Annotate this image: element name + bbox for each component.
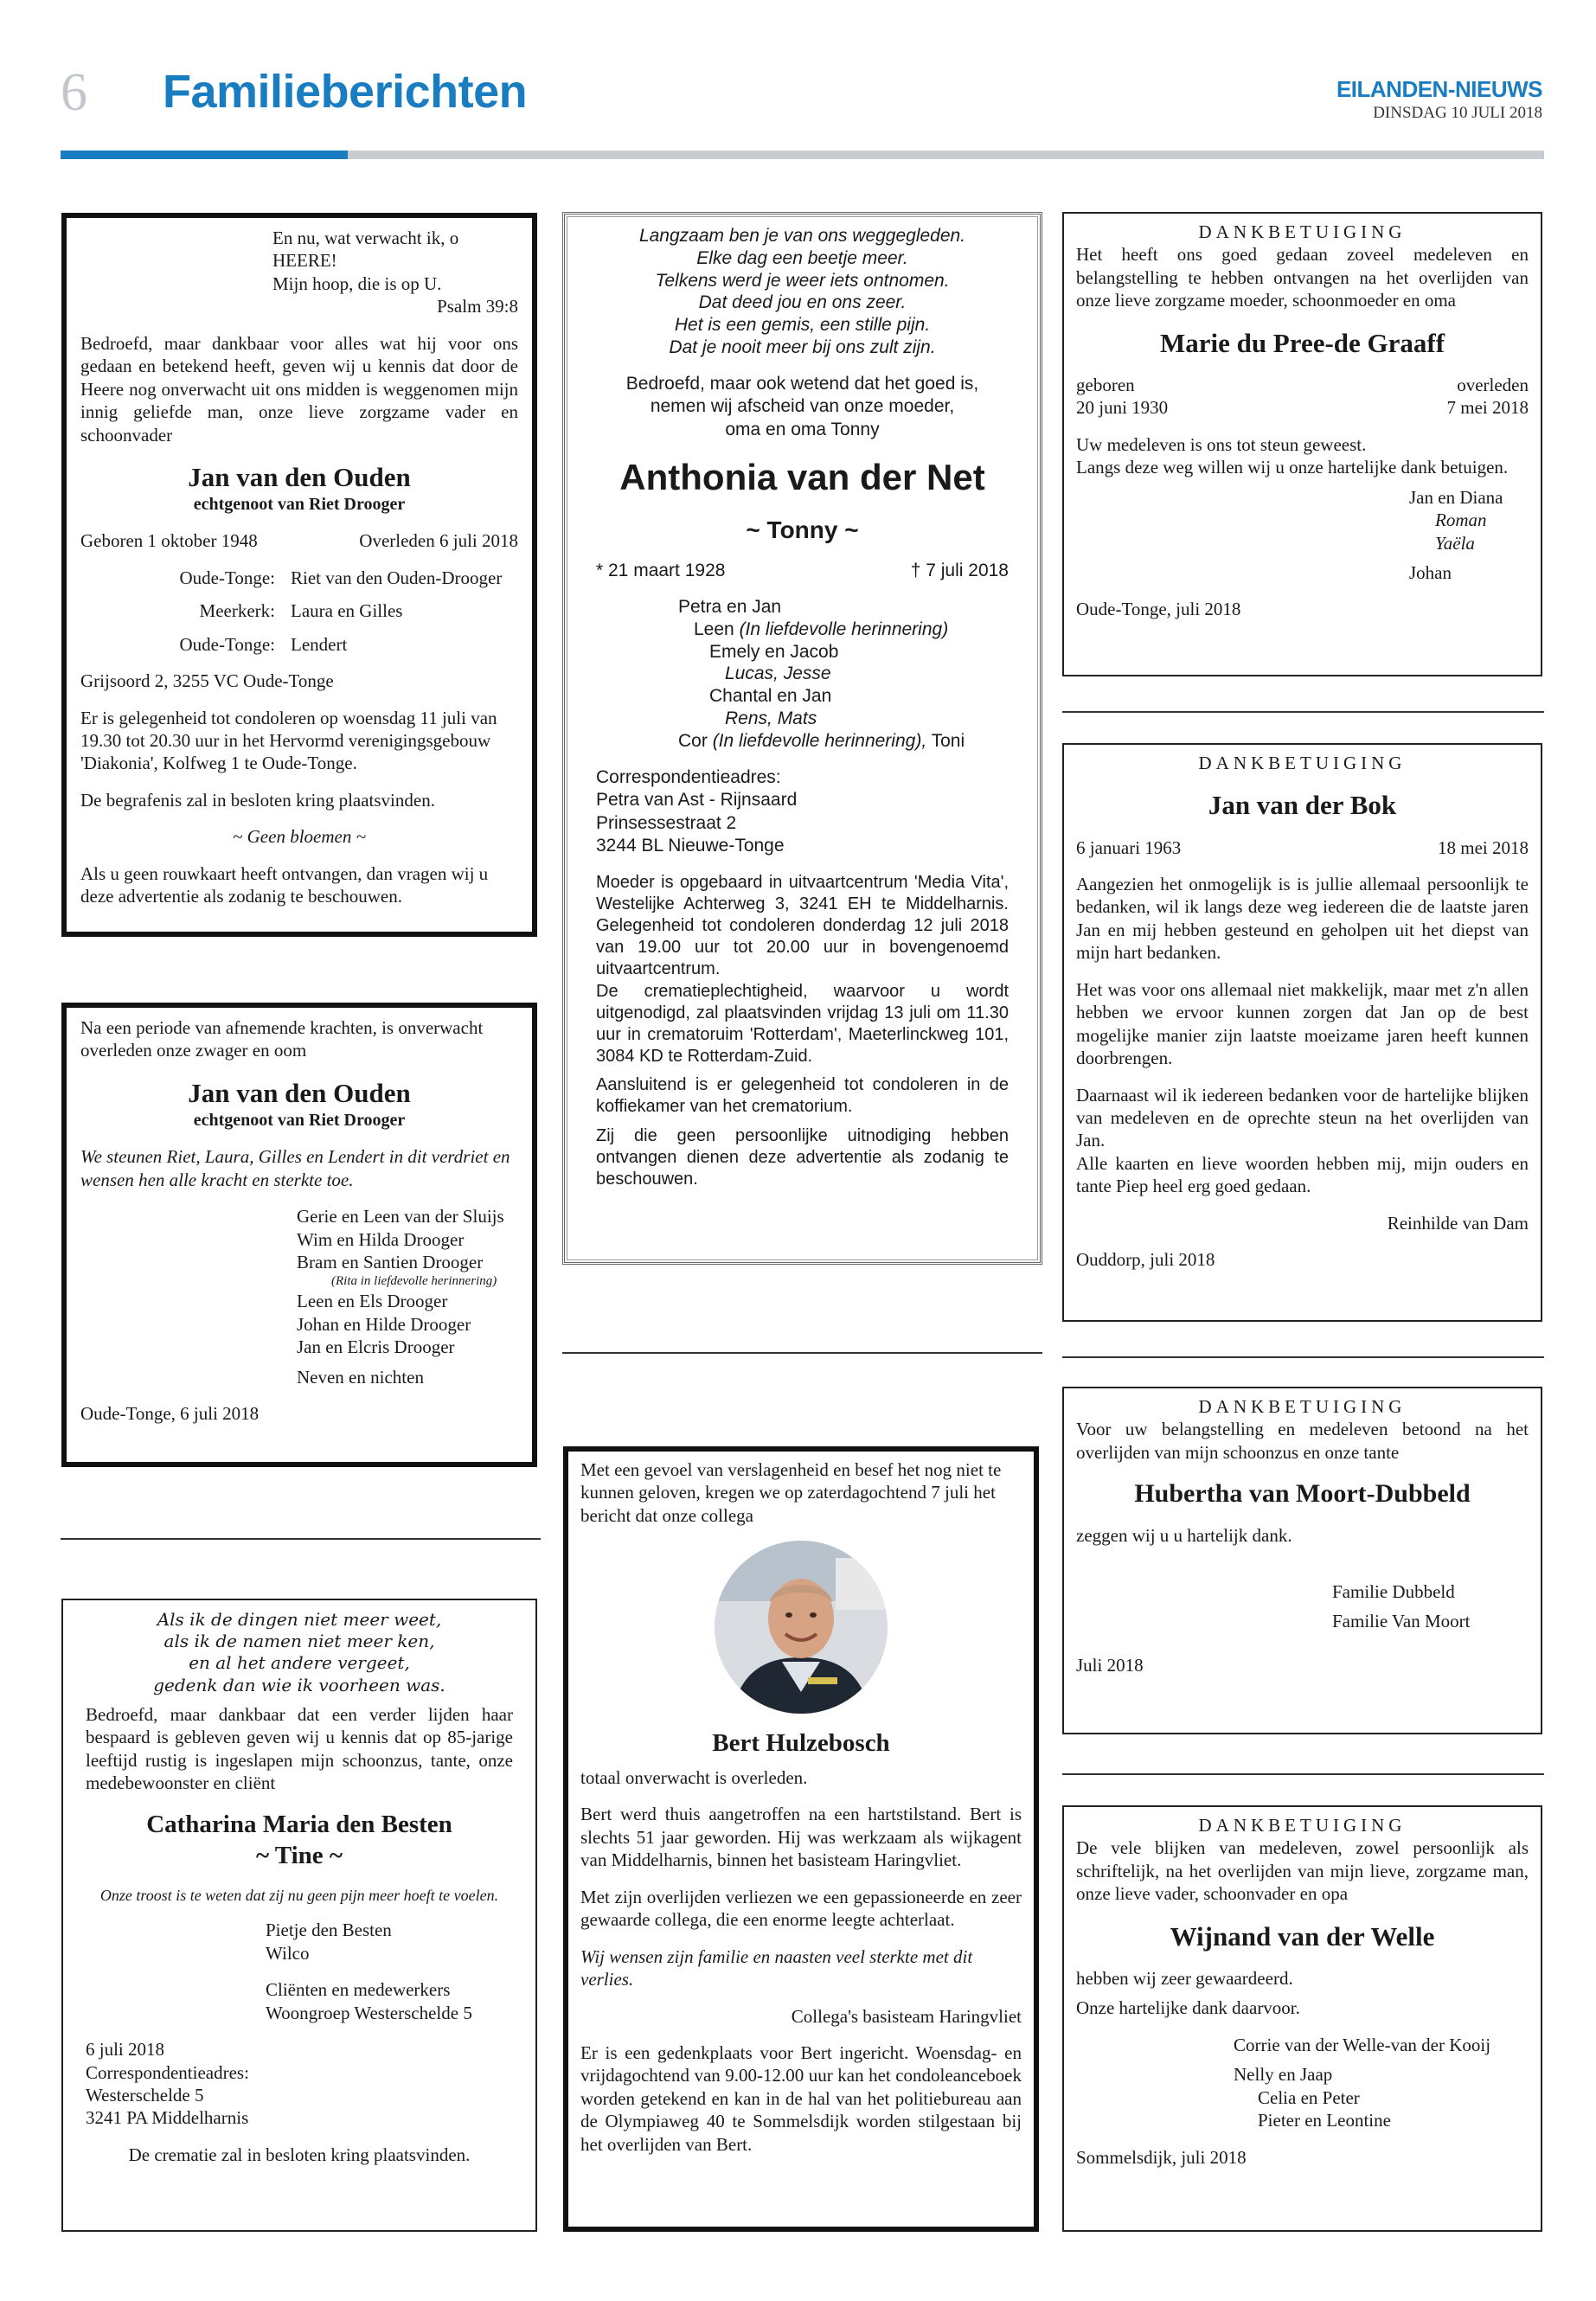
family-line: Pietje den Besten xyxy=(266,1920,392,1941)
family-names: Laura en Gilles xyxy=(291,600,403,622)
place-date: Sommelsdijk, juli 2018 xyxy=(1076,2146,1247,2168)
obituary-bert-hulzebosch xyxy=(563,1446,1039,2232)
issue-date: DINSDAG 10 JULI 2018 xyxy=(1373,104,1542,122)
deceased-name: Hubertha van Moort-Dubbeld xyxy=(1134,1479,1471,1509)
memorial-info: Er is een gedenkplaats voor Bert ingericht. Woensdag- en vrijdagochtend van 9.00-12.00 uur kan het condoleanceboek worden getekend en kan in de hal van het politiebureau aan de Olympiaweg 40 te Sommelsdijk worden stilgestaan bij het overlijden van Bert. xyxy=(580,2041,1022,2155)
deceased-name: Bert Hulzebosch xyxy=(712,1729,890,1758)
family-line: Emely en Jacob xyxy=(709,641,839,662)
birth-date: * 21 maart 1928 xyxy=(596,560,726,580)
poem-line: Dat deed jou en ons zeer. xyxy=(698,292,907,313)
condolence-info: Aansluitend is er gelegenheid tot condoleren in de koffiekamer van het crematorium. xyxy=(596,1075,1009,1117)
deceased-name: Anthonia van der Net xyxy=(619,457,985,498)
poem-line: Telkens werd je weer iets ontnomen. xyxy=(655,270,950,291)
funeral-info: De begrafenis zal in besloten kring plaatsvinden. xyxy=(80,789,435,811)
verse-line: Mijn hoop, die is op U. xyxy=(272,272,442,294)
header-bar xyxy=(348,151,1544,159)
grandchild-line: Roman xyxy=(1435,510,1487,531)
thanks-intro: Het heeft ons goed gedaan zoveel medeleven en belangstelling te hebben ontvangen na het overlijden van onze lieve zorgzame moeder, schoonmoeder en oma xyxy=(1076,244,1529,311)
support-wish: We steunen Riet, Laura, Gilles en Lendert in dit verdriet en wensen hen alle kracht en sterkte toe. xyxy=(80,1146,510,1190)
family-line: Chantal en Jan xyxy=(709,686,832,707)
verse-line: En nu, wat verwacht ik, o HEERE! xyxy=(272,228,459,272)
brand-logo: EILANDEN-NIEUWS xyxy=(1336,76,1542,102)
deceased-nickname: ~ Tonny ~ xyxy=(746,516,859,544)
family-line: Familie Dubbeld xyxy=(1332,1580,1455,1602)
obituary-intro: Bedroefd, maar dankbaar dat een verder lijden haar bespaard is gebleven geven wij u kennis dat op 85-jarige leeftijd rustig is ingeslapen mijn schoonzus, tante, onze medebewoonster en cliënt xyxy=(86,1703,513,1794)
family-line: Wim en Hilda Drooger xyxy=(297,1228,465,1250)
family-line: Corrie van der Welle-van der Kooij xyxy=(1234,2034,1491,2055)
poem-line: Als ik de dingen niet meer weet, xyxy=(157,1609,442,1630)
header-bar-accent xyxy=(61,151,348,159)
address-line: Petra van Ast - Rijnsaard xyxy=(596,790,798,811)
intro-line: nemen wij afscheid van onze moeder, xyxy=(650,396,955,417)
family-line: Bram en Santien Drooger xyxy=(297,1251,484,1272)
family-names: Lendert xyxy=(291,633,348,655)
thanks-heading: DANKBETUIGING xyxy=(1198,1815,1407,1836)
family-line: Johan en Hilde Drooger xyxy=(297,1313,471,1335)
grandchild-line: Pieter en Leontine xyxy=(1258,2110,1391,2131)
no-flowers: ~ Geen bloemen ~ xyxy=(233,826,366,848)
birth-date: 6 januari 1963 xyxy=(1076,836,1182,858)
family-line: Rens, Mats xyxy=(725,708,817,729)
notice-note: Zij die geen persoonlijke uitnodiging hebben ontvangen dienen deze advertentie als zodanig te beschouwen. xyxy=(596,1125,1009,1189)
verse-reference: Psalm 39:8 xyxy=(437,296,518,317)
thanks-paragraph: Aangezien het onmogelijk is is jullie allemaal persoonlijk te bedanken, wil ik langs deze weg iedereen die de laatste jaren Jan en mij hebben gesteund en geholpen uit het diepst van mijn hart bedanken. xyxy=(1076,873,1529,964)
family-line: Woongroep Westerschelde 5 xyxy=(266,2002,472,2023)
intro-line: Bedroefd, maar ook wetend dat het goed is, xyxy=(625,373,979,394)
family-line: Wilco xyxy=(266,1942,310,1964)
obituary-intro: Met een gevoel van verslagenheid en besef het nog niet te kunnen geloven, kregen we op zaterdagochtend 7 juli het bericht dat onze collega xyxy=(580,1459,1002,1526)
thanks-heading: DANKBETUIGING xyxy=(1198,1396,1407,1417)
thanks-jan-van-der-bok xyxy=(1062,743,1542,1322)
thanks-hubertha-van-moort xyxy=(1062,1387,1542,1734)
deceased-name: Jan van den Ouden xyxy=(188,462,411,493)
death-line: totaal onverwacht is overleden. xyxy=(580,1766,808,1788)
address-line: Correspondentieadres: xyxy=(86,2061,249,2083)
condolence-info: Er is gelegenheid tot condoleren op woensdag 11 juli van 19.30 tot 20.30 uur in het Hervormd verenigingsgebouw 'Diakonia', Kolfweg 1 te Oude-Tonge. xyxy=(80,707,497,774)
deceased-name: Jan van den Ouden xyxy=(188,1077,411,1108)
cremation-info: De crematieplechtigheid, waarvoor u wordt uitgenodigd, zal plaatsvinden vrijdag 13 juli om 11.30 uur in crematoruim 'Rotterdam', Maeterlinckweg 101, 3084 KD te Rotterdam-Zuid. xyxy=(596,981,1009,1067)
poem-line: Langzaam ben je van ons weggegleden. xyxy=(638,226,966,246)
laid-out-info: Moeder is opgebaard in uitvaartcentrum 'Media Vita', Westelijke Achterweg 3, 3241 EH te Middelharnis. Gelegenheid tot condoleren donderdag 12 juli 2018 van 19.00 uur tot 20.00 uur in bovengenoemd uitvaartcentrum. xyxy=(596,872,1009,979)
poem-line: Dat je nooit meer bij ons zult zijn. xyxy=(669,337,936,358)
address-line: 3241 PA Middelharnis xyxy=(86,2107,249,2129)
place-date: Oude-Tonge, 6 juli 2018 xyxy=(80,1403,260,1425)
family-line: Leen (In liefdevolle herinnering) xyxy=(694,619,949,639)
thanks-intro: De vele blijken van medeleven, zowel persoonlijk als schriftelijk, na het overlijden van mijn lieve, zorgzame man, onze lieve vader, schoonvader en opa xyxy=(1076,1837,1529,1905)
support-wish: Wij wensen zijn familie en naasten veel sterkte met dit verlies. xyxy=(580,1945,973,1990)
thanks-line: Onze hartelijke dank daarvoor. xyxy=(1076,1997,1300,2019)
obituary-jan-van-den-ouden xyxy=(61,213,537,937)
death-date: 7 mei 2018 xyxy=(1446,397,1529,419)
poem-line: en al het andere vergeet, xyxy=(189,1652,410,1674)
family-line: Petra en Jan xyxy=(678,596,782,617)
deceased-name: Marie du Pree-de Graaff xyxy=(1159,327,1445,358)
cremation-info: De crematie zal in besloten kring plaatsvinden. xyxy=(128,2144,471,2165)
details: Bert werd thuis aangetroffen na een hartstilstand. Bert is slechts 51 jaar geworden. Hij was werkzaam als wijkagent van Middelharnis, binnen het basisteam Haringvliet. xyxy=(580,1804,1022,1871)
obituary-intro: Bedroefd, maar dankbaar voor alles wat hij voor ons gedaan en betekend heeft, geven wij u kennis dat door de Heere nog onverwacht uit ons midden is weggenomen mijn innig geliefde man, onze lieve zorgzame vader en schoonvader xyxy=(80,332,518,445)
divider xyxy=(1062,1773,1544,1775)
notice-note: Als u geen rouwkaart heeft ontvangen, dan vragen wij u deze advertentie als zodanig te beschouwen. xyxy=(80,862,489,907)
grandchild-line: Yaëla xyxy=(1435,532,1475,554)
deceased-nickname: ~ Tine ~ xyxy=(255,1842,343,1870)
page-number: 6 xyxy=(61,63,87,122)
home-address: Grijsoord 2, 3255 VC Oude-Tonge xyxy=(80,670,334,692)
family-place: Meerkerk: xyxy=(199,600,275,622)
divider xyxy=(61,1538,541,1540)
obituary-anthonia-van-der-net xyxy=(562,212,1042,1265)
spouse-line: echtgenoot van Riet Drooger xyxy=(193,495,406,515)
family-line: Gerie en Leen van der Sluijs xyxy=(297,1206,504,1227)
poem-line: gedenk dan wie ik voorheen was. xyxy=(153,1674,445,1695)
signature: Collega's basisteam Haringvliet xyxy=(791,2005,1022,2027)
place-date: Ouddorp, juli 2018 xyxy=(1076,1249,1215,1271)
loss-statement: Met zijn overlijden verliezen we een gepassioneerde en zeer gewaarde collega, die een enorme leegte achterlaat. xyxy=(580,1886,1022,1931)
relatives-line: Neven en nichten xyxy=(297,1366,424,1388)
portrait-photo xyxy=(715,1541,888,1714)
address-line: Correspondentieadres: xyxy=(596,766,781,787)
death-date: Overleden 6 juli 2018 xyxy=(359,530,518,552)
deceased-name: Jan van der Bok xyxy=(1208,790,1397,821)
birth-date: Geboren 1 oktober 1948 xyxy=(80,530,258,552)
thanks-line: zeggen wij u u hartelijk dank. xyxy=(1076,1525,1292,1547)
divider xyxy=(562,1352,1042,1354)
thanks-marie-du-pree xyxy=(1062,212,1542,676)
deceased-name: Catharina Maria den Besten xyxy=(146,1810,452,1838)
thanks-intro: Voor uw belangstelling en medeleven betoond na het overlijden van mijn schoonzus en onze tante xyxy=(1076,1419,1529,1463)
consolation: Onze troost is te weten dat zij nu geen pijn meer hoeft te voelen. xyxy=(99,1886,499,1904)
death-date: 18 mei 2018 xyxy=(1438,836,1529,858)
family-line: Familie Van Moort xyxy=(1332,1611,1471,1632)
family-line: Cliënten en medewerkers xyxy=(266,1979,451,2001)
family-line: Nelly en Jaap xyxy=(1234,2064,1333,2086)
family-place: Oude-Tonge: xyxy=(179,633,275,655)
place-date: Oude-Tonge, juli 2018 xyxy=(1076,599,1241,620)
obituary-catharina-den-besten xyxy=(61,1599,537,2232)
thanks-line: Uw medeleven is ons tot steun geweest. xyxy=(1076,433,1367,455)
obituary-intro: Na een periode van afnemende krachten, is onverwacht overleden onze zwager en oom xyxy=(80,1017,484,1061)
obituary-jan-van-den-ouden-family xyxy=(61,1003,537,1467)
notice-date: 6 juli 2018 xyxy=(86,2039,165,2061)
notice-date: Juli 2018 xyxy=(1076,1654,1144,1676)
deceased-name: Wijnand van der Welle xyxy=(1170,1920,1435,1952)
signature: Reinhilde van Dam xyxy=(1387,1212,1529,1234)
thanks-line: Langs deze weg willen wij u onze hartelijke dank betuigen. xyxy=(1076,457,1509,478)
thanks-heading: DANKBETUIGING xyxy=(1198,753,1407,773)
born-label: geboren xyxy=(1076,374,1135,395)
family-line: Cor (In liefdevolle herinnering), Toni xyxy=(678,730,965,751)
family-line: Jan en Elcris Drooger xyxy=(297,1336,455,1358)
grandchild-line: Celia en Peter xyxy=(1258,2086,1360,2108)
address-line: Westerschelde 5 xyxy=(86,2085,204,2106)
spouse-line: echtgenoot van Riet Drooger xyxy=(193,1110,406,1130)
family-place: Oude-Tonge: xyxy=(179,567,275,588)
address-line: Prinsessestraat 2 xyxy=(596,812,737,833)
section-title: Familieberichten xyxy=(163,66,528,118)
poem-line: als ik de namen niet meer ken, xyxy=(163,1631,435,1652)
family-names: Riet van den Ouden-Drooger xyxy=(291,567,503,588)
birth-date: 20 juni 1930 xyxy=(1076,397,1169,419)
family-line: Lucas, Jesse xyxy=(725,663,831,684)
family-line: Jan en Diana xyxy=(1409,486,1503,508)
intro-line: oma en oma Tonny xyxy=(725,419,880,439)
thanks-paragraph: Het was voor ons allemaal niet makkelijk, maar met z'n allen hebben we ervoor kunnen zorgen dat Jan op de best mogelijke manier zijn laatste moeizame jaren heeft kunnen doorbrengen. xyxy=(1076,978,1529,1069)
thanks-paragraph: Alle kaarten en lieve woorden hebben mij, mijn ouders en tante Piep heel erg goed gedaan. xyxy=(1076,1152,1529,1197)
address-line: 3244 BL Nieuwe-Tonge xyxy=(596,836,785,856)
thanks-paragraph: Daarnaast wil ik iedereen bedanken voor de hartelijke blijken van medeleven en de oprechte steun na het overlijden van Jan. xyxy=(1076,1084,1529,1151)
poem-line: Het is een gemis, een stille pijn. xyxy=(674,315,931,336)
thanks-wijnand-van-der-welle xyxy=(1062,1805,1542,2232)
poem-line: Elke dag een beetje meer. xyxy=(696,247,908,268)
family-line: Leen en Els Drooger xyxy=(297,1291,448,1312)
died-label: overleden xyxy=(1457,374,1529,395)
divider xyxy=(1062,1356,1544,1358)
divider xyxy=(1062,711,1544,713)
death-date: † 7 juli 2018 xyxy=(910,560,1009,580)
family-line: Johan xyxy=(1409,562,1452,584)
thanks-line: hebben wij zeer gewaardeerd. xyxy=(1076,1967,1293,1989)
memory-line: (Rita in liefdevolle herinnering) xyxy=(331,1274,497,1289)
thanks-heading: DANKBETUIGING xyxy=(1198,221,1407,242)
